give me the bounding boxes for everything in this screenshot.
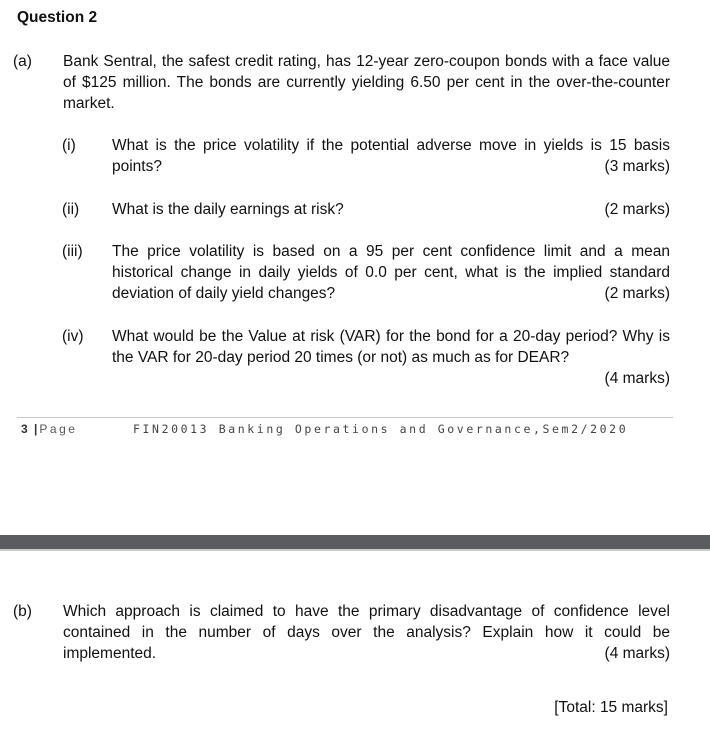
sub-item-ii <box>62 199 670 220</box>
sub-item-number: (iii) <box>62 243 83 260</box>
course-footer: FIN20013 Banking Operations and Governance,Sem2/2020 <box>133 422 629 436</box>
part-a-label: (a) <box>13 53 32 70</box>
sub-item-text: The price volatility is based on a 95 per cent confidence limit and a mean historical change in daily yields of 0.0 per cent, what is the implied standard deviation of daily yield changes? <box>112 243 670 302</box>
total-marks: [Total: 15 marks] <box>554 699 668 716</box>
sub-item-i <box>62 135 670 177</box>
sub-item-number: (i) <box>62 137 76 154</box>
page-break-divider <box>0 535 710 549</box>
page-number: 3 <box>21 422 29 436</box>
sub-item-text: What would be the Value at risk (VAR) for the bond for a 20-day period? Why is the VAR for 20-day period 20 times (or not) as much as for DEAR? <box>112 328 670 366</box>
question-title: Question 2 <box>17 9 98 26</box>
sub-item-iv <box>62 326 670 389</box>
sub-item-text: What is the price volatility if the potential adverse move in yields is 15 basis points? <box>112 137 670 175</box>
sub-item-marks: (4 marks) <box>604 370 670 387</box>
sub-item-iii <box>62 241 670 304</box>
page-break-shadow <box>0 549 710 551</box>
part-b-text: Which approach is claimed to have the primary disadvantage of confidence level contained in the number of days over the analysis? Explain how it could be implemented. <box>63 603 670 662</box>
sub-item-text: What is the daily earnings at risk? <box>112 201 344 218</box>
footer-divider <box>17 417 673 418</box>
part-b-paragraph <box>13 601 670 664</box>
sub-item-number: (iv) <box>62 328 84 345</box>
page-separator: | <box>34 422 40 436</box>
page-footer <box>21 422 77 436</box>
sub-item-number: (ii) <box>62 201 80 218</box>
part-b-marks: (4 marks) <box>604 645 670 662</box>
sub-item-marks: (2 marks) <box>604 201 670 218</box>
part-b-label: (b) <box>13 603 32 620</box>
part-a-text: Bank Sentral, the safest credit rating, has 12-year zero-coupon bonds with a face value of $125 million. The bonds are currently yielding 6.50 per cent in the over-the-counter market. <box>63 53 670 112</box>
page-label: Page <box>39 422 78 436</box>
sub-item-marks: (2 marks) <box>604 285 670 302</box>
sub-item-marks: (3 marks) <box>604 158 670 175</box>
part-a-paragraph <box>13 51 670 114</box>
